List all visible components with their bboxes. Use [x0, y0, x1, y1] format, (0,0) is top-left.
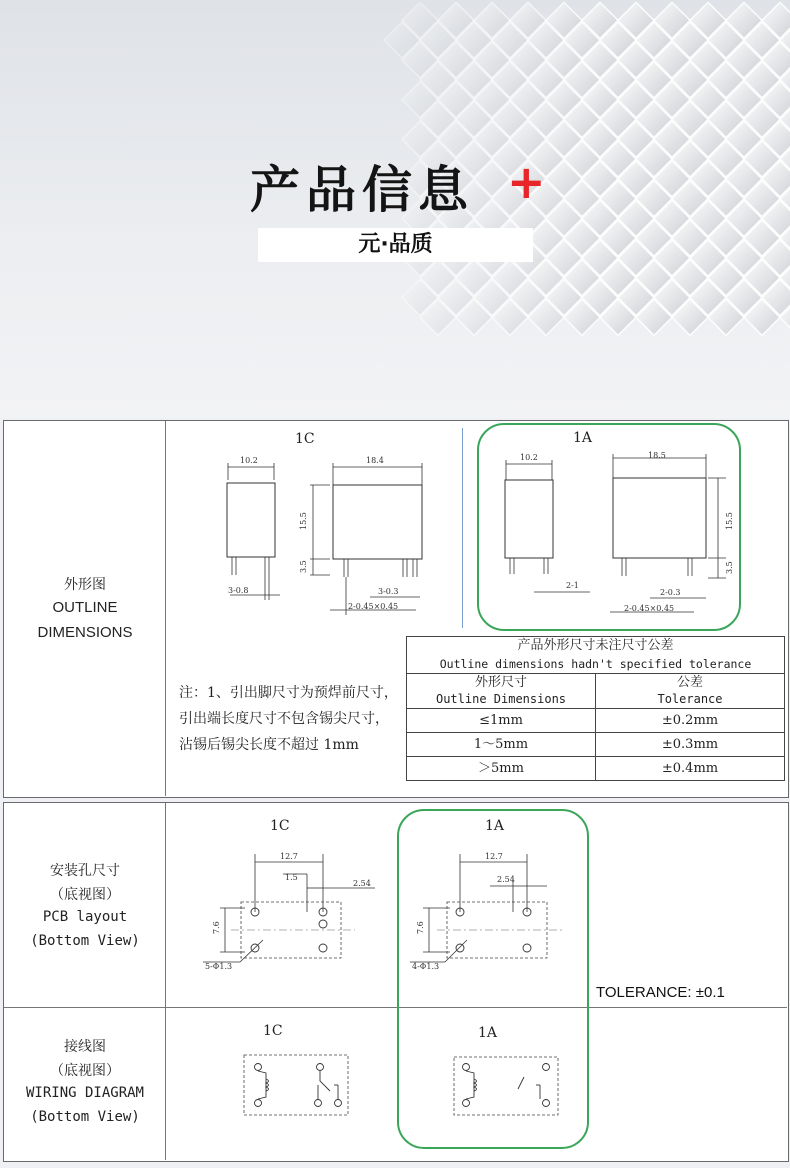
row-dimension: ＞5mm	[407, 757, 596, 781]
wiring-diagram-1a	[440, 1015, 570, 1125]
variant-divider	[462, 428, 463, 628]
wiring-label-cn-2: （底视图）	[50, 1063, 120, 1079]
wiring-1c-title: 1C	[263, 1023, 283, 1039]
outline-drawing-1a	[470, 422, 788, 634]
outline-1c-title: 1C	[295, 431, 315, 447]
pcb-tolerance: TOLERANCE: ±0.1	[596, 984, 725, 1001]
outline-column-divider	[165, 421, 166, 796]
outline-1c-width: 10.2	[240, 456, 258, 465]
outline-1a-pin-b: 2-0.3	[660, 588, 681, 597]
pcb-1c-holes: 5-Φ1.3	[205, 962, 233, 971]
col-header-dimensions	[407, 674, 596, 709]
outline-1a-pin-a: 2-1	[566, 581, 579, 590]
col-header-tolerance-en: Tolerance	[657, 692, 723, 706]
outline-1c-height: 15.5	[299, 512, 308, 530]
pcb-1a-span: 12.7	[485, 852, 503, 861]
pcb-1c-title: 1C	[270, 818, 290, 834]
col-header-tolerance-cn: 公差	[676, 675, 703, 690]
outline-drawing-1c	[170, 425, 460, 630]
pcb-label-cn-1: 安装孔尺寸	[50, 863, 120, 879]
tolerance-table-title-en: Outline dimensions hadn't specified tolerance	[407, 655, 785, 674]
outline-label-en-2: DIMENSIONS	[37, 624, 133, 641]
outline-label-cn: 外形图	[64, 577, 106, 593]
pcb-1c-span: 12.7	[280, 852, 298, 861]
pcb-layout-1c	[195, 812, 385, 972]
pcb-label-en-2: (Bottom View)	[30, 933, 140, 949]
outline-1c-pin-len: 3.5	[299, 560, 308, 573]
wiring-label-en-1: WIRING DIAGRAM	[25, 1085, 144, 1101]
plus-icon: +	[507, 155, 546, 209]
pcb-1c-h: 7.6	[212, 921, 221, 934]
tolerance-table-title-cn: 产品外形尺寸未注尺寸公差	[407, 637, 785, 656]
outline-1c-pin-a: 3-0.8	[228, 586, 249, 595]
pin-dimension-note: 注：1、引出脚尺寸为预焊前尺寸，引出端长度尺寸不包含锡尖尺寸，沾锡后锡尖长度不超过 1mm	[179, 685, 398, 753]
row-dimension: ≤1mm	[407, 709, 596, 733]
col-header-dimensions-en: Outline Dimensions	[435, 692, 567, 706]
outline-label-en-1: OUTLINE	[52, 599, 118, 616]
pcb-1a-title: 1A	[485, 818, 505, 834]
outline-1a-height: 15.5	[725, 512, 734, 530]
wiring-label-en-2: (Bottom View)	[30, 1109, 140, 1125]
pcb-label-en-1: PCB layout	[42, 909, 128, 925]
row-dimension: 1～5mm	[407, 733, 596, 757]
row-tolerance: ±0.4mm	[596, 757, 785, 781]
wiring-label-cn-1: 接线图	[64, 1039, 106, 1055]
outline-1c-pin-c: 2-0.45×0.45	[348, 602, 399, 611]
outline-1c-pin-b: 3-0.3	[378, 587, 399, 596]
pcb-1a-holes: 4-Φ1.3	[412, 962, 440, 971]
pcb-1a-b: 2.54	[497, 875, 515, 884]
pcb-1c-b: 2.54	[353, 879, 371, 888]
wiring-diagram-1c	[230, 1015, 360, 1125]
wiring-1a-title: 1A	[478, 1025, 498, 1041]
outline-1a-width: 10.2	[520, 453, 538, 462]
outline-1a-title: 1A	[573, 430, 593, 446]
pcb-label-cn-2: （底视图）	[50, 887, 120, 903]
pcb-1a-h: 7.6	[416, 921, 425, 934]
pcb-column-divider	[165, 803, 166, 1160]
pcb-1c-a: 1.5	[285, 873, 298, 882]
row-tolerance: ±0.3mm	[596, 733, 785, 757]
col-header-dimensions-cn: 外形尺寸	[474, 675, 527, 690]
outline-1a-pin-len: 3.5	[725, 561, 734, 574]
table-row	[407, 733, 785, 757]
subtitle-bar: 元·品质	[258, 228, 533, 262]
outline-1a-length: 18.5	[648, 451, 666, 460]
page-title: 产品信息	[250, 161, 474, 219]
row-tolerance: ±0.2mm	[596, 709, 785, 733]
outline-1a-highlight	[478, 424, 740, 630]
hero-banner	[0, 0, 790, 418]
table-row	[407, 709, 785, 733]
pcb-layout-1a	[405, 812, 585, 972]
outline-1c-length: 18.4	[366, 456, 384, 465]
outline-1a-pin-c: 2-0.45×0.45	[624, 604, 675, 613]
table-row	[407, 757, 785, 781]
col-header-tolerance	[596, 674, 785, 709]
tolerance-table	[406, 636, 785, 781]
